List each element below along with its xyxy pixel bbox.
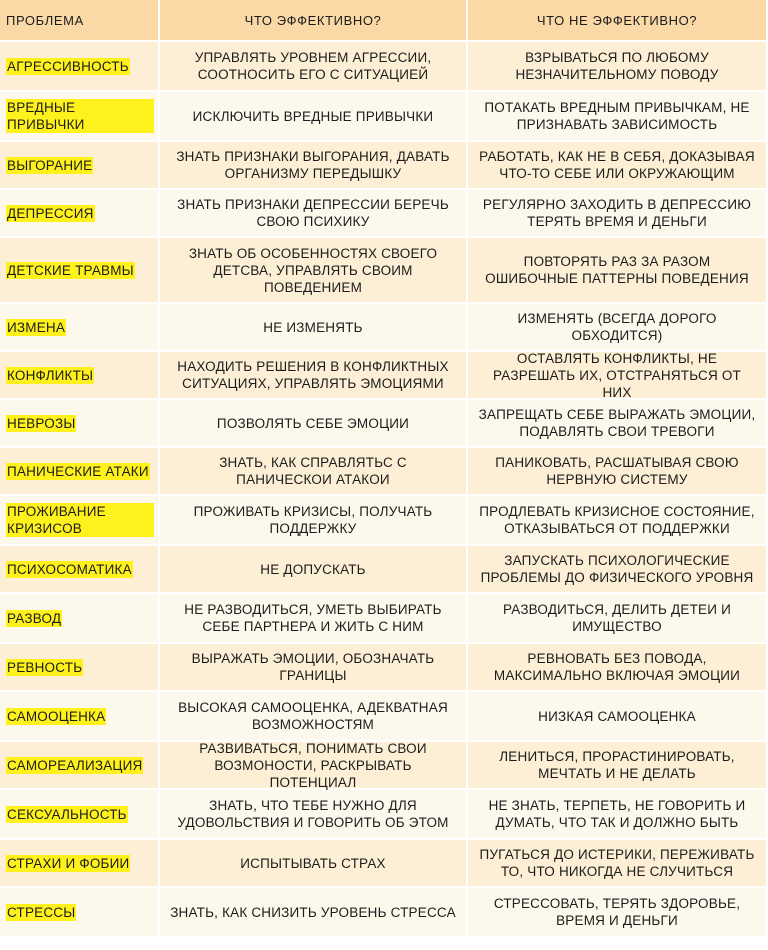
problem-cell	[0, 742, 160, 790]
problem-cell	[0, 692, 160, 742]
effective-cell: ЗНАТЬ, КАК СПРАВЛЯТЬС С ПАНИЧЕСКОИ АТАКОИ	[160, 448, 468, 496]
not-effective-cell: СТРЕССОВАТЬ, ТЕРЯТЬ ЗДОРОВЬЕ, ВРЕМЯ И ДЕНЬГИ	[468, 888, 768, 938]
not-effective-cell: РЕВНОВАТЬ БЕЗ ПОВОДА, МАКСИМАЛЬНО ВКЛЮЧАЯ ЭМОЦИИ	[468, 644, 768, 692]
problem-label: ДЕТСКИЕ ТРАВМЫ	[7, 262, 134, 278]
effective-cell: НЕ РАЗВОДИТЬСЯ, УМЕТЬ ВЫБИРАТЬ СЕБЕ ПАРТНЕРА И ЖИТЬ С НИМ	[160, 594, 468, 644]
not-effective-cell: ОСТАВЛЯТЬ КОНФЛИКТЫ, НЕ РАЗРЕШАТЬ ИХ, ОТСТРАНЯТЬСЯ ОТ НИХ	[468, 352, 768, 400]
problem-label: ПСИХОСОМАТИКА	[7, 561, 132, 577]
problem-label: СТРЕССЫ	[7, 904, 76, 920]
problem-cell	[0, 644, 160, 692]
effective-cell: РАЗВИВАТЬСЯ, ПОНИМАТЬ СВОИ ВОЗМОНОСТИ, РАСКРЫВАТЬ ПОТЕНЦИАЛ	[160, 742, 468, 790]
problem-cell	[0, 190, 160, 238]
not-effective-cell: РАБОТАТЬ, КАК НЕ В СЕБЯ, ДОКАЗЫВАЯ ЧТО-ТО СЕБЕ ИЛИ ОКРУЖАЮЩИМ	[468, 142, 768, 190]
effective-cell: НЕ ИЗМЕНЯТЬ	[160, 304, 468, 352]
problem-cell	[0, 448, 160, 496]
not-effective-cell: ЗАПРЕЩАТЬ СЕБЕ ВЫРАЖАТЬ ЭМОЦИИ, ПОДАВЛЯТЬ СВОИ ТРЕВОГИ	[468, 400, 768, 448]
effective-cell: ЗНАТЬ ПРИЗНАКИ ВЫГОРАНИЯ, ДАВАТЬ ОРГАНИЗМУ ПЕРЕДЫШКУ	[160, 142, 468, 190]
effective-cell: НЕ ДОПУСКАТЬ	[160, 546, 468, 594]
effective-cell: ИСПЫТЫВАТЬ СТРАХ	[160, 840, 468, 888]
effective-cell: ЗНАТЬ ОБ ОСОБЕННОСТЯХ СВОЕГО ДЕТСВА, УПРАВЛЯТЬ СВОИМ ПОВЕДЕНИЕМ	[160, 238, 468, 304]
not-effective-cell: НИЗКАЯ САМООЦЕНКА	[468, 692, 768, 742]
effective-cell: ИСКЛЮЧИТЬ ВРЕДНЫЕ ПРИВЫЧКИ	[160, 92, 468, 142]
problem-cell	[0, 42, 160, 92]
problem-label: РАЗВОД	[7, 610, 62, 626]
effective-cell: ВЫРАЖАТЬ ЭМОЦИИ, ОБОЗНАЧАТЬ ГРАНИЦЫ	[160, 644, 468, 692]
effective-cell: НАХОДИТЬ РЕШЕНИЯ В КОНФЛИКТНЫХ СИТУАЦИЯХ, УПРАВЛЯТЬ ЭМОЦИЯМИ	[160, 352, 468, 400]
problem-cell	[0, 352, 160, 400]
header-problem: ПРОБЛЕМА	[0, 0, 160, 42]
problem-label: КОНФЛИКТЫ	[7, 367, 94, 383]
problem-cell	[0, 840, 160, 888]
problem-label: АГРЕССИВНОСТЬ	[7, 58, 129, 74]
not-effective-cell: ВЗРЫВАТЬСЯ ПО ЛЮБОМУ НЕЗНАЧИТЕЛЬНОМУ ПОВОДУ	[468, 42, 768, 92]
effective-cell: ПОЗВОЛЯТЬ СЕБЕ ЭМОЦИИ	[160, 400, 468, 448]
not-effective-cell: ПАНИКОВАТЬ, РАСШАТЫВАЯ СВОЮ НЕРВНУЮ СИСТЕМУ	[468, 448, 768, 496]
problem-label: САМОРЕАЛИЗАЦИЯ	[7, 757, 143, 773]
not-effective-cell: РАЗВОДИТЬСЯ, ДЕЛИТЬ ДЕТЕИ И ИМУЩЕСТВО	[468, 594, 768, 644]
not-effective-cell: ПОВТОРЯТЬ РАЗ ЗА РАЗОМ ОШИБОЧНЫЕ ПАТТЕРНЫ ПОВЕДЕНИЯ	[468, 238, 768, 304]
not-effective-cell: РЕГУЛЯРНО ЗАХОДИТЬ В ДЕПРЕССИЮ ТЕРЯТЬ ВРЕМЯ И ДЕНЬГИ	[468, 190, 768, 238]
problem-cell	[0, 142, 160, 190]
not-effective-cell: ПОТАКАТЬ ВРЕДНЫМ ПРИВЫЧКАМ, НЕ ПРИЗНАВАТЬ ЗАВИСИМОСТЬ	[468, 92, 768, 142]
problem-label: СТРАХИ И ФОБИИ	[7, 855, 130, 871]
problem-label: ПАНИЧЕСКИЕ АТАКИ	[7, 463, 149, 479]
problem-label: ПРОЖИВАНИЕ КРИЗИСОВ	[6, 503, 154, 537]
not-effective-cell: НЕ ЗНАТЬ, ТЕРПЕТЬ, НЕ ГОВОРИТЬ И ДУМАТЬ, ЧТО ТАК И ДОЛЖНО БЫТЬ	[468, 790, 768, 840]
problem-cell	[0, 304, 160, 352]
not-effective-cell: ЛЕНИТЬСЯ, ПРОРАСТИНИРОВАТЬ, МЕЧТАТЬ И НЕ ДЕЛАТЬ	[468, 742, 768, 790]
problem-cell	[0, 546, 160, 594]
problem-cell	[0, 496, 160, 546]
not-effective-cell: ПУГАТЬСЯ ДО ИСТЕРИКИ, ПЕРЕЖИВАТЬ ТО, ЧТО НИКОГДА НЕ СЛУЧИТЬСЯ	[468, 840, 768, 888]
problem-label: ДЕПРЕССИЯ	[7, 205, 94, 221]
effective-cell: ЗНАТЬ ПРИЗНАКИ ДЕПРЕССИИ БЕРЕЧЬ СВОЮ ПСИХИКУ	[160, 190, 468, 238]
effective-cell: ЗНАТЬ, КАК СНИЗИТЬ УРОВЕНЬ СТРЕССА	[160, 888, 468, 938]
not-effective-cell: ПРОДЛЕВАТЬ КРИЗИСНОЕ СОСТОЯНИЕ, ОТКАЗЫВАТЬСЯ ОТ ПОДДЕРЖКИ	[468, 496, 768, 546]
not-effective-cell: ЗАПУСКАТЬ ПСИХОЛОГИЧЕСКИЕ ПРОБЛЕМЫ ДО ФИЗИЧЕСКОГО УРОВНЯ	[468, 546, 768, 594]
effective-cell: ВЫСОКАЯ САМООЦЕНКА, АДЕКВАТНАЯ ВОЗМОЖНОСТЯМ	[160, 692, 468, 742]
header-not-effective: ЧТО НЕ ЭФФЕКТИВНО?	[468, 0, 768, 42]
problem-label: ВЫГОРАНИЕ	[7, 157, 93, 173]
problem-label: САМООЦЕНКА	[7, 708, 106, 724]
problem-label: НЕВРОЗЫ	[7, 415, 76, 431]
problem-cell	[0, 790, 160, 840]
problem-cell	[0, 92, 160, 142]
not-effective-cell: ИЗМЕНЯТЬ (ВСЕГДА ДОРОГО ОБХОДИТСЯ)	[468, 304, 768, 352]
problem-cell	[0, 238, 160, 304]
effective-cell: УПРАВЛЯТЬ УРОВНЕМ АГРЕССИИ, СООТНОСИТЬ ЕГО С СИТУАЦИЕЙ	[160, 42, 468, 92]
problem-label: ВРЕДНЫЕ ПРИВЫЧКИ	[6, 99, 154, 133]
problem-cell	[0, 594, 160, 644]
problem-label: СЕКСУАЛЬНОСТЬ	[7, 806, 127, 822]
problem-cell	[0, 888, 160, 938]
problem-cell	[0, 400, 160, 448]
header-effective: ЧТО ЭФФЕКТИВНО?	[160, 0, 468, 42]
effective-cell: ПРОЖИВАТЬ КРИЗИСЫ, ПОЛУЧАТЬ ПОДДЕРЖКУ	[160, 496, 468, 546]
problem-label: РЕВНОСТЬ	[7, 659, 83, 675]
problem-label: ИЗМЕНА	[7, 319, 66, 335]
effective-cell: ЗНАТЬ, ЧТО ТЕБЕ НУЖНО ДЛЯ УДОВОЛЬСТВИЯ И ГОВОРИТЬ ОБ ЭТОМ	[160, 790, 468, 840]
